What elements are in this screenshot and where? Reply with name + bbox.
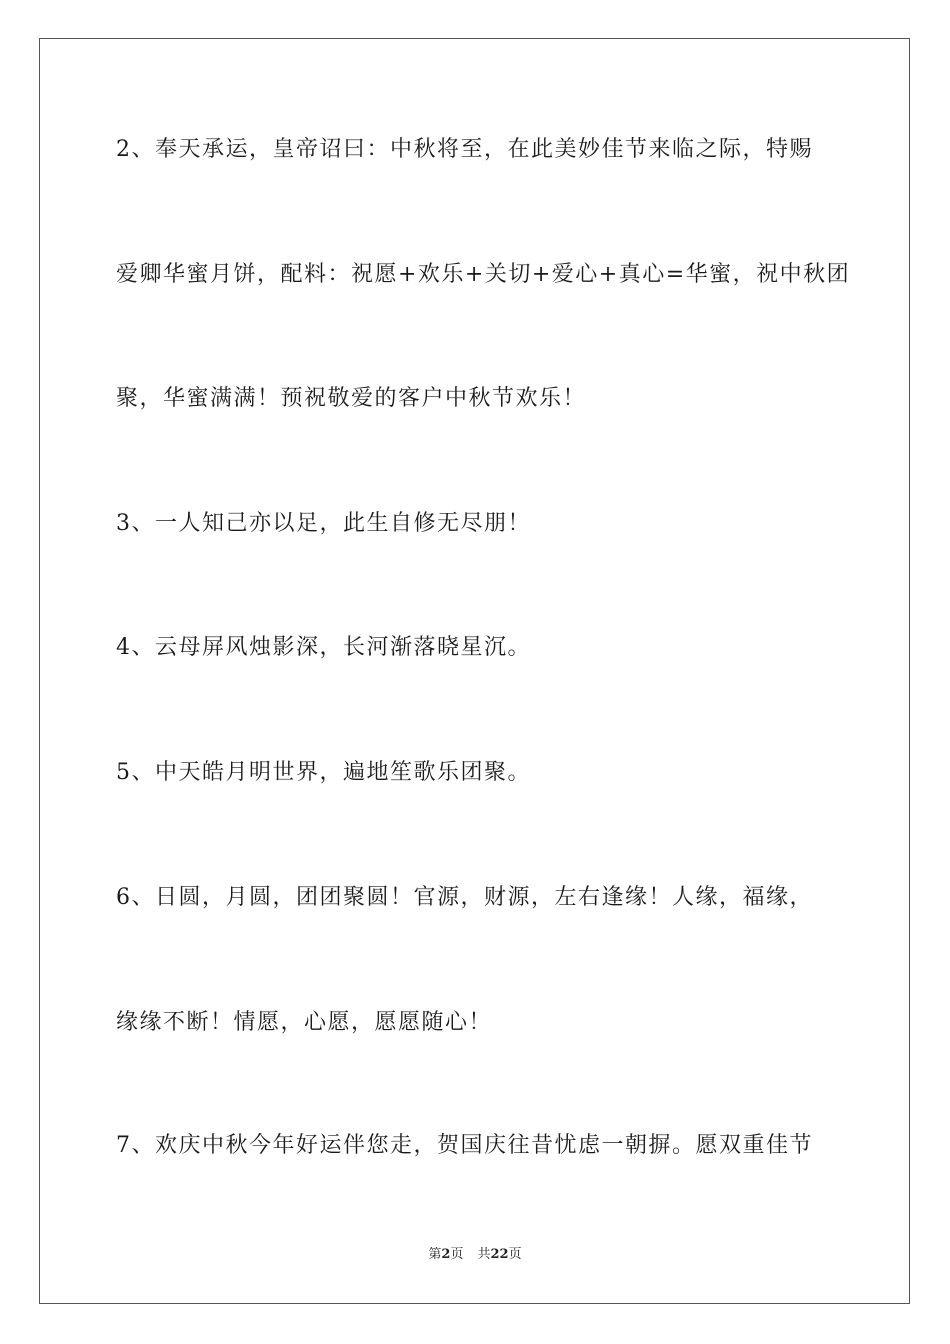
total-unit: 页: [508, 1247, 522, 1262]
text-line: 6、日圆，月圆，团团聚圆！官源，财源，左右逢缘！人缘，福缘，: [116, 885, 813, 910]
text-line: 聚，华蜜满满！预祝敬爱的客户中秋节欢乐！: [116, 386, 587, 411]
text-line: 缘缘不断！情愿，心愿，愿愿随心！: [116, 1010, 493, 1035]
text-line: 2、奉天承运，皇帝诏曰：中秋将至，在此美妙佳节来临之际，特赐: [116, 137, 813, 162]
page-unit: 页: [450, 1247, 464, 1262]
text-line: 4、云母屏风烛影深，长河渐落晓星沉。: [116, 635, 531, 660]
text-line: 3、一人知己亦以足，此生自修无尽朋！: [116, 511, 531, 536]
total-page-count: 22: [490, 1247, 509, 1262]
text-line: 爱卿华蜜月饼，配料：祝愿+欢乐+关切+爱心+真心=华蜜，祝中秋团: [116, 262, 851, 287]
page-prefix: 第: [428, 1247, 442, 1262]
text-line: 7、欢庆中秋今年好运伴您走，贺国庆往昔忧虑一朝摒。愿双重佳节: [116, 1133, 813, 1158]
text-line: 5、中天皓月明世界，遍地笙歌乐团聚。: [116, 760, 531, 785]
page-footer: [0, 1246, 950, 1264]
total-prefix: 共: [477, 1247, 491, 1262]
current-page-number: 2: [441, 1247, 451, 1262]
page-border: [39, 38, 910, 1304]
